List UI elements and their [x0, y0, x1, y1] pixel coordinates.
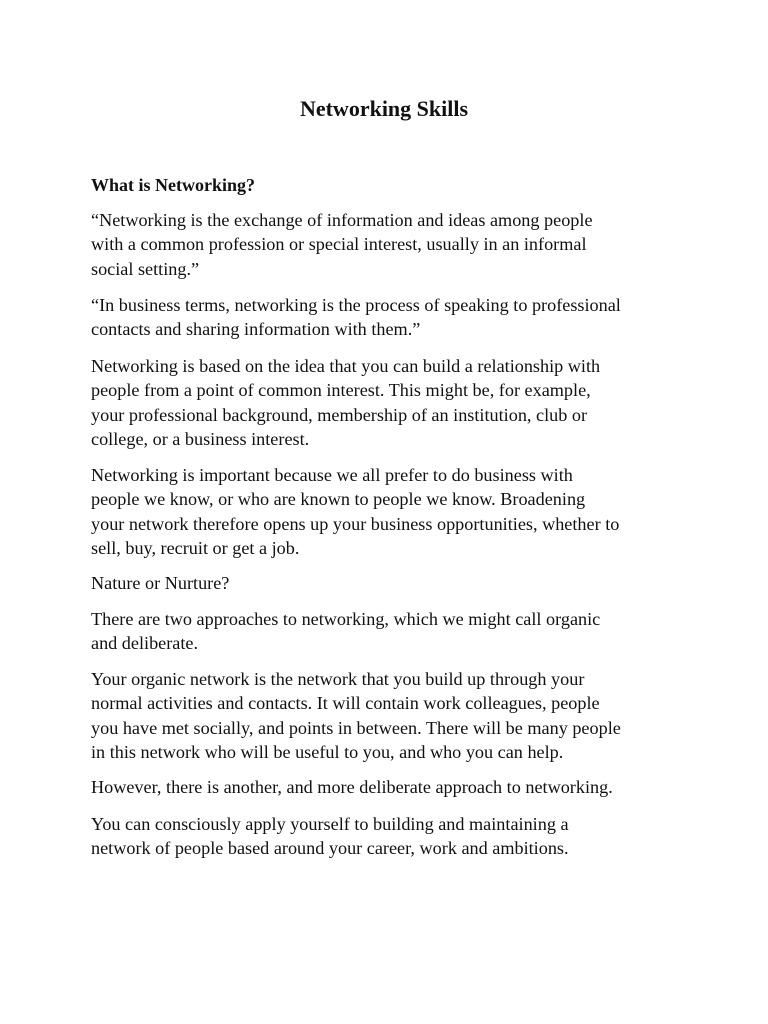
text-line: Networking is important because we all prefer to do business with — [91, 465, 573, 485]
text-line: social setting.” — [91, 258, 200, 279]
text-line: Nature or Nurture? — [91, 573, 230, 593]
paragraph-relationship — [91, 354, 691, 452]
document-title: Networking Skills — [299, 96, 469, 121]
text-line: However, there is another, and more deliberate approach to networking. — [91, 777, 613, 797]
paragraph-business-definition — [91, 293, 691, 342]
text-line: sell, buy, recruit or get a job. — [91, 538, 300, 559]
text-line: “In business terms, networking is the process of speaking to professional — [91, 295, 621, 315]
text-line: college, or a business interest. — [91, 429, 310, 450]
text-line: contacts and sharing information with them.” — [91, 319, 421, 340]
paragraph-organic-network — [91, 667, 691, 765]
paragraph-conscious-networking — [91, 812, 691, 861]
text-line: people from a point of common interest. This might be, for example, — [91, 380, 591, 401]
text-line: Your organic network is the network that you build up through your — [91, 669, 585, 689]
text-line: you have met socially, and points in between. There will be many people — [91, 717, 621, 738]
paragraph-approaches — [91, 607, 691, 656]
section-heading: What is Networking? — [91, 175, 256, 195]
paragraph-deliberate-approach — [91, 775, 691, 799]
text-line: in this network who will be useful to you, and who you can help. — [91, 742, 564, 763]
text-line: You can consciously apply yourself to building and maintaining a — [91, 814, 569, 834]
text-line: and deliberate. — [91, 633, 199, 654]
text-line: Networking is based on the idea that you can build a relationship with — [91, 356, 601, 376]
paragraph-definition — [91, 208, 691, 281]
text-line: your network therefore opens up your business opportunities, whether to — [91, 513, 620, 534]
text-line: normal activities and contacts. It will contain work colleagues, people — [91, 693, 600, 714]
text-line: your professional background, membership of an institution, club or — [91, 404, 588, 425]
text-line: with a common profession or special interest, usually in an informal — [91, 234, 587, 255]
text-line: “Networking is the exchange of information and ideas among people — [91, 210, 593, 230]
text-line: network of people based around your career, work and ambitions. — [91, 838, 569, 859]
paragraph-nature-nurture — [91, 571, 691, 595]
text-line: people we know, or who are known to people we know. Broadening — [91, 489, 586, 510]
text-line: There are two approaches to networking, which we might call organic — [91, 609, 601, 629]
paragraph-importance — [91, 463, 691, 561]
